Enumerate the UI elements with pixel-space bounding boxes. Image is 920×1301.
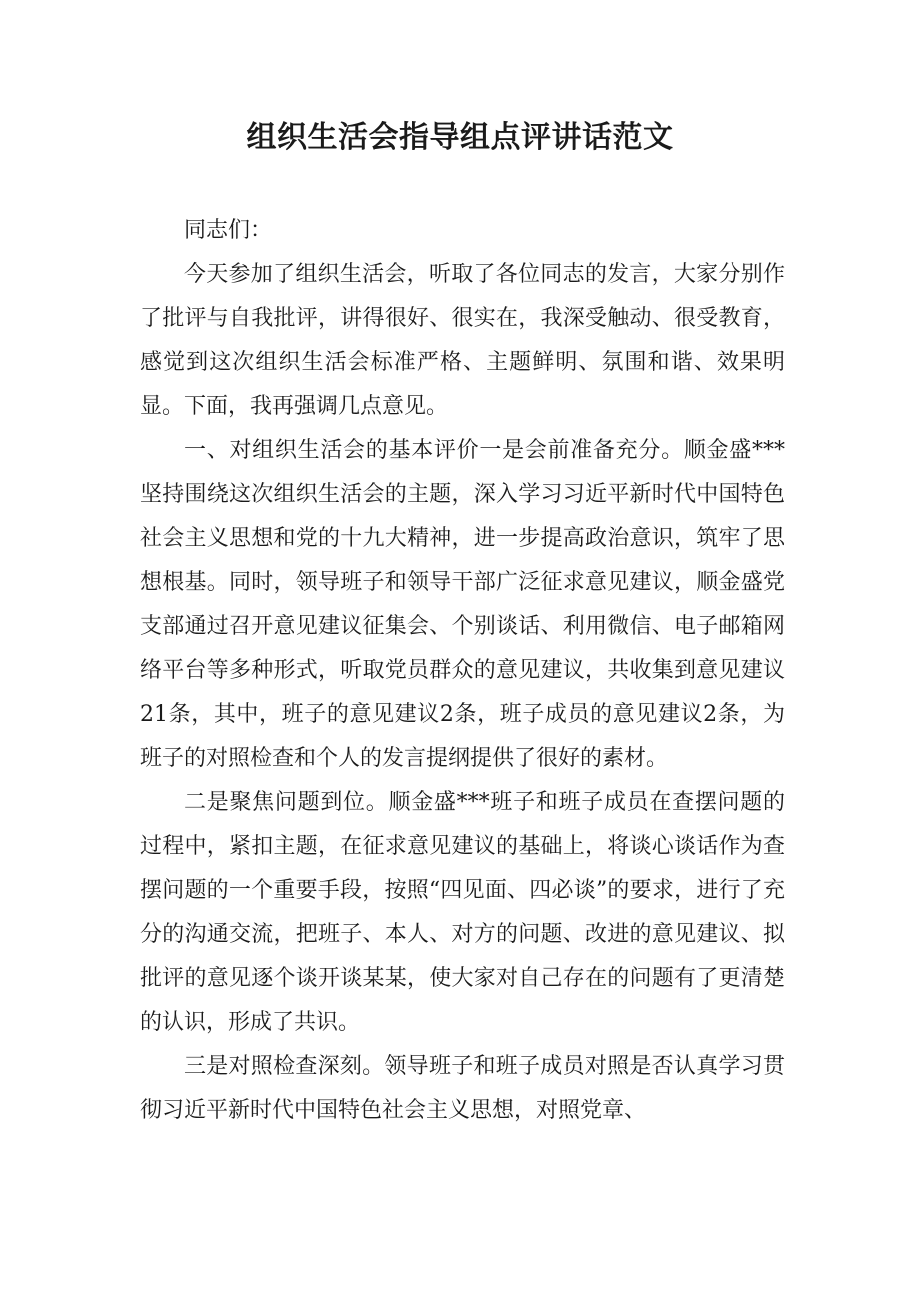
paragraph: 今天参加了组织生活会，听取了各位同志的发言，大家分别作了批评与自我批评，讲得很好、很实在，我深受触动、很受教育，感觉到这次组织生活会标准严格、主题鲜明、氛围和谐、效果明显。下面，我再强调几点意见。 xyxy=(140,262,785,419)
paragraph: 三是对照检查深刻。领导班子和班子成员对照是否认真学习贯彻习近平新时代中国特色社会主义思想，对照党章、 xyxy=(140,1054,785,1123)
document-title: 组织生活会指导组点评讲话范文 xyxy=(246,120,674,155)
salutation: 同志们： xyxy=(184,218,273,243)
paragraph: 一、对组织生活会的基本评价一是会前准备充分。顺金盛***坚持围绕这次组织生活会的主题，深入学习习近平新时代中国特色社会主义思想和党的十九大精神，进一步提高政治意识，筑牢了思想根基。同时，领导班子和领导干部广泛征求意见建议，顺金盛党支部通过召开意见建议征集会、个别谈话、利用微信、电子邮箱网络平台等多种形式，听取党员群众的意见建议，共收集到意见建议21条，其中，班子的意见建议2条，班子成员的意见建议2条，为班子的对照检查和个人的发言提纲提供了很好的素材。 xyxy=(140,438,785,771)
paragraph: 二是聚焦问题到位。顺金盛***班子和班子成员在查摆问题的过程中，紧扣主题，在征求意见建议的基础上，将谈心谈话作为查摆问题的一个重要手段，按照“四见面、四必谈”的要求，进行了充分的沟通交流，把班子、本人、对方的问题、改进的意见建议、拟批评的意见逐个谈开谈某某，使大家对自己存在的问题有了更清楚的认识，形成了共识。 xyxy=(140,790,785,1035)
document-body xyxy=(140,209,785,1133)
